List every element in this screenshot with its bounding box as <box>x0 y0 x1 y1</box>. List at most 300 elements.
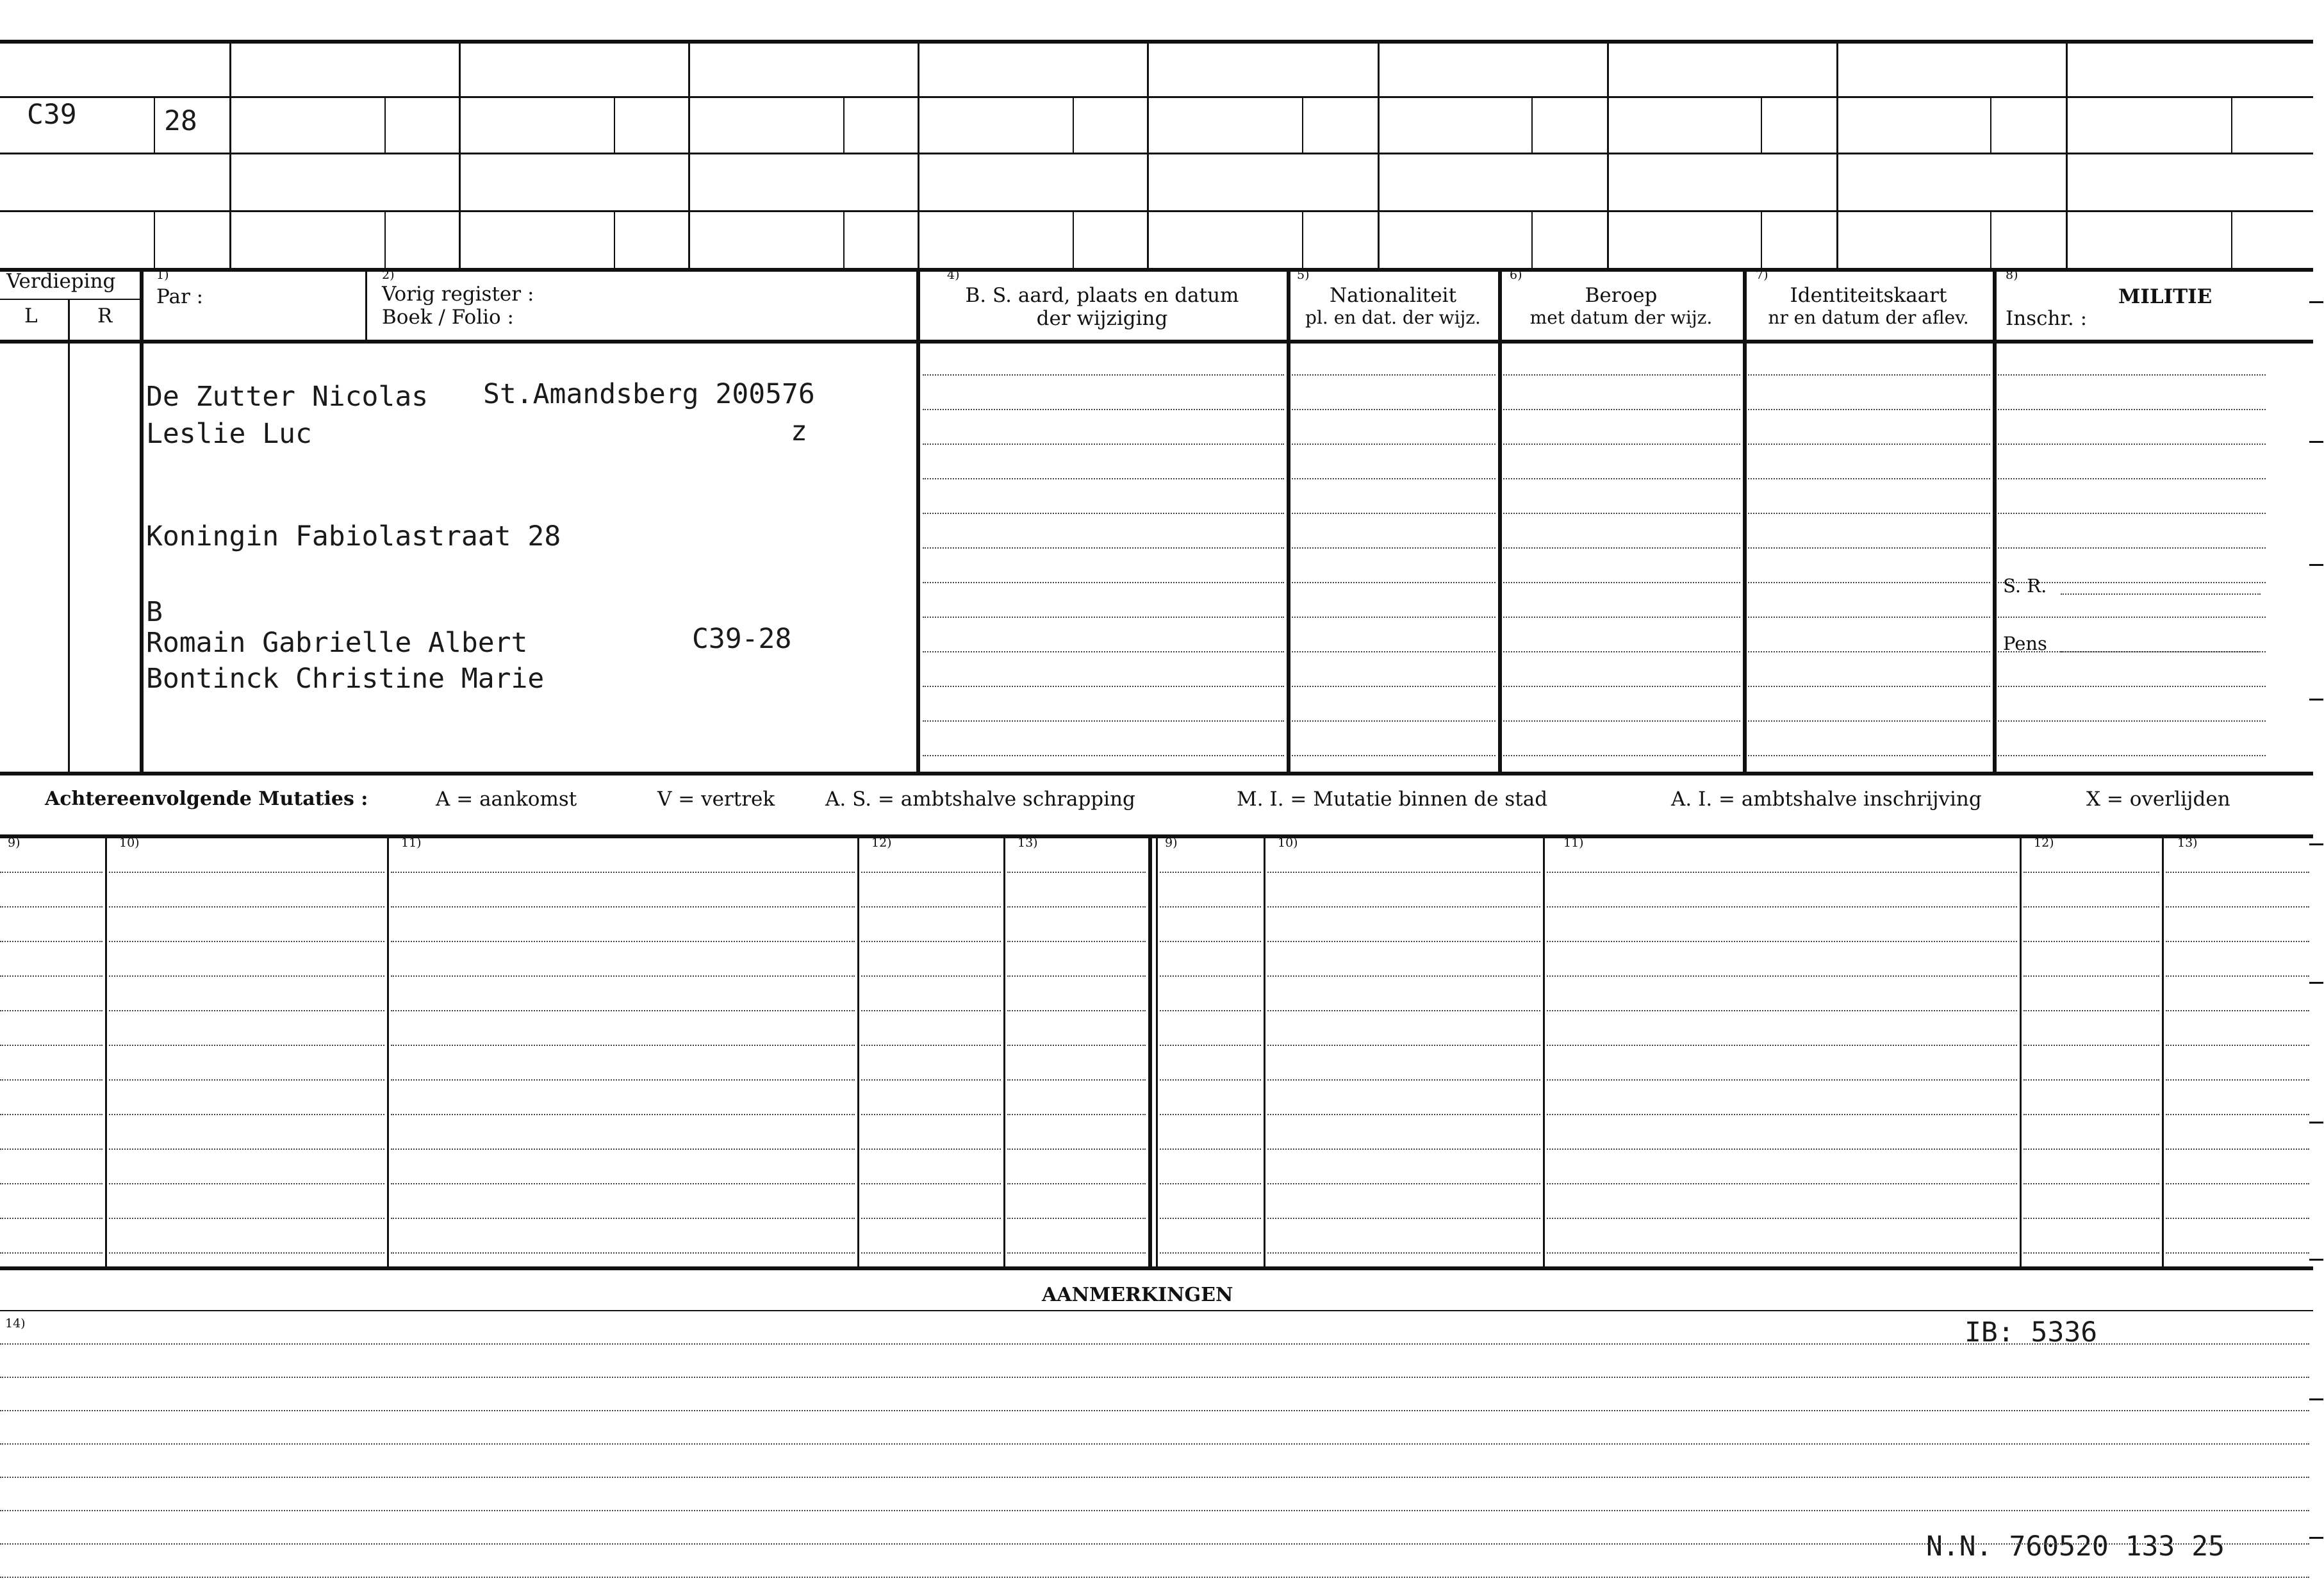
mutation-dotted-line <box>0 872 103 873</box>
top-grid-split-line <box>1990 210 1991 268</box>
mutation-dotted-line <box>1007 1114 1146 1115</box>
mutation-dotted-line <box>1547 1218 2017 1219</box>
record-line2-mark: z <box>791 415 807 447</box>
header-col-line <box>365 268 367 340</box>
remarks-dotted-line <box>0 1477 2309 1478</box>
record-dotted-line <box>1503 755 1740 756</box>
mutation-dotted-line <box>1160 906 1261 908</box>
mutation-dotted-line <box>391 1252 855 1254</box>
mutation-dotted-line <box>2023 975 2159 977</box>
mutation-dotted-line <box>2166 906 2309 908</box>
mutation-dotted-line <box>0 1252 103 1254</box>
mutation-dotted-line <box>1267 1218 1540 1219</box>
note-2: 2) <box>382 268 395 282</box>
record-dotted-line <box>1292 374 1496 376</box>
record-dotted-line <box>1748 617 1990 618</box>
vorig-register-label: Vorig register : <box>382 283 534 306</box>
top-grid-col-line <box>1607 40 1609 268</box>
top-grid-col-line <box>1147 40 1149 268</box>
top-grid-row-line <box>0 210 2313 212</box>
top-grid-split-line <box>384 210 386 268</box>
mutation-dotted-line <box>391 872 855 873</box>
top-grid-col-line <box>688 40 690 268</box>
record-dotted-line <box>1292 617 1496 618</box>
top-grid-split-line <box>1990 96 1991 153</box>
militie-label: MILITIE <box>2118 285 2213 308</box>
remarks-dotted-line <box>0 1377 2309 1378</box>
left-col-12: 12) <box>871 836 892 850</box>
record-dotted-line <box>1748 651 1990 652</box>
mutation-dotted-line <box>1267 1252 1540 1254</box>
record-dotted-line <box>1748 686 1990 687</box>
mutation-dotted-line <box>1547 872 2017 873</box>
mutation-dotted-line <box>1267 975 1540 977</box>
record-dotted-line <box>1998 617 2266 618</box>
mutation-dotted-line <box>1160 941 1261 942</box>
mutation-dotted-line <box>391 975 855 977</box>
mutation-dotted-line <box>2023 941 2159 942</box>
identiteitskaart-line1: Identiteitskaart <box>1790 284 1947 307</box>
mutation-dotted-line <box>2023 1218 2159 1219</box>
record-parents-mother: Bontinck Christine Marie <box>146 663 545 695</box>
beroep-line1: Beroep <box>1585 284 1658 307</box>
header-col-line <box>916 268 920 772</box>
top-grid-col-line <box>1378 40 1380 268</box>
record-dotted-line <box>1748 755 1990 756</box>
header-col-line <box>140 268 144 772</box>
record-parents-father: Romain Gabrielle Albert <box>146 627 528 659</box>
record-dotted-line <box>923 651 1284 652</box>
record-dotted-line <box>923 582 1284 583</box>
record-dotted-line <box>1748 582 1990 583</box>
record-dotted-line <box>1503 374 1740 376</box>
mutation-dotted-line <box>2023 1010 2159 1011</box>
record-dotted-line <box>1503 547 1740 549</box>
top-grid-split-line <box>1302 96 1303 153</box>
edge-tick <box>2309 1398 2323 1400</box>
header-col-line <box>68 299 70 772</box>
mutation-dotted-line <box>1007 906 1146 908</box>
bs-header-line2: der wijziging <box>1036 307 1168 330</box>
edge-tick <box>2309 843 2323 845</box>
mutation-dotted-line <box>1547 1148 2017 1150</box>
mutation-dotted-line <box>1160 1252 1261 1254</box>
record-dotted-line <box>1503 617 1740 618</box>
mutation-dotted-line <box>1007 941 1146 942</box>
mutation-dotted-line <box>391 1010 855 1011</box>
right-col-12: 12) <box>2034 836 2054 850</box>
mutation-dotted-line <box>109 872 384 873</box>
mutatie-mi: M. I. = Mutatie binnen de stad <box>1237 788 1548 811</box>
top-grid-split-line <box>1531 96 1533 153</box>
edge-tick <box>2309 564 2323 566</box>
mutation-dotted-line <box>1267 1114 1540 1115</box>
mutation-dotted-line <box>1267 941 1540 942</box>
bs-header-line1: B. S. aard, plaats en datum <box>965 284 1239 307</box>
record-bottom-border <box>0 772 2313 775</box>
left-col-11: 11) <box>401 836 422 850</box>
top-grid-col-line <box>918 40 919 268</box>
top-grid-split-line <box>2231 210 2232 268</box>
mutation-dotted-line <box>2166 1045 2309 1046</box>
mutation-dotted-line <box>2023 1252 2159 1254</box>
mutation-dotted-line <box>861 975 1001 977</box>
top-grid-split-line <box>1302 210 1303 268</box>
mutatie-v: V = vertrek <box>657 788 775 811</box>
mutation-dotted-line <box>2023 906 2159 908</box>
record-dotted-line <box>1292 755 1496 756</box>
record-dotted-line <box>1748 478 1990 479</box>
mutation-dotted-line <box>1007 1079 1146 1081</box>
record-dotted-line <box>923 444 1284 445</box>
mutatie-center-divider-inner <box>1156 834 1158 1266</box>
record-parents-ref: C39-28 <box>692 623 792 655</box>
mutatie-col-line <box>105 834 107 1266</box>
mutation-dotted-line <box>391 1183 855 1184</box>
right-col-13: 13) <box>2177 836 2198 850</box>
record-dotted-line <box>1748 513 1990 514</box>
header-col-line <box>1743 268 1747 772</box>
mutation-dotted-line <box>1007 1148 1146 1150</box>
top-grid-split-line <box>1761 210 1762 268</box>
record-dotted-line <box>1998 374 2266 376</box>
record-dotted-line <box>1292 478 1496 479</box>
nationaliteit-line1: Nationaliteit <box>1329 284 1457 307</box>
mutation-dotted-line <box>1160 975 1261 977</box>
note-1: 1) <box>156 268 169 282</box>
mutation-dotted-line <box>1160 1183 1261 1184</box>
top-grid-split-line <box>384 96 386 153</box>
mutation-dotted-line <box>0 975 103 977</box>
record-dotted-line <box>1292 686 1496 687</box>
left-col-9: 9) <box>8 836 21 850</box>
mutation-dotted-line <box>0 1045 103 1046</box>
record-dotted-line <box>1292 651 1496 652</box>
note-14: 14) <box>5 1316 26 1331</box>
top-border <box>0 40 2313 44</box>
mutation-dotted-line <box>1007 1045 1146 1046</box>
mutation-dotted-line <box>861 1045 1001 1046</box>
mutatie-col-line <box>387 834 389 1266</box>
record-dotted-line <box>1292 444 1496 445</box>
mutation-dotted-line <box>2023 1183 2159 1184</box>
mutation-dotted-line <box>1547 1114 2017 1115</box>
mutatie-col-line <box>1543 834 1545 1266</box>
top-grid-split-line <box>1761 96 1762 153</box>
note-5: 5) <box>1297 268 1310 282</box>
mutation-dotted-line <box>109 1045 384 1046</box>
record-dotted-line <box>1998 547 2266 549</box>
boek-folio-label: Boek / Folio : <box>382 306 514 329</box>
mutation-dotted-line <box>1160 1010 1261 1011</box>
mutation-dotted-line <box>1160 872 1261 873</box>
top-grid-row-line <box>0 96 2313 98</box>
mutation-dotted-line <box>1547 941 2017 942</box>
top-grid-split-line <box>154 210 155 268</box>
top-grid-split-line <box>614 96 615 153</box>
sr-dotted-line <box>2061 593 2261 595</box>
mutation-dotted-line <box>2166 1252 2309 1254</box>
record-dotted-line <box>1998 409 2266 410</box>
record-dotted-line <box>923 617 1284 618</box>
top-grid-col-line <box>2066 40 2068 268</box>
record-dotted-line <box>1292 582 1496 583</box>
mutatie-x: X = overlijden <box>2086 788 2230 811</box>
record-dotted-line <box>1292 720 1496 722</box>
edge-tick <box>2309 1259 2323 1261</box>
record-dotted-line <box>923 409 1284 410</box>
mutation-dotted-line <box>2023 1148 2159 1150</box>
edge-tick <box>2309 1122 2323 1124</box>
mutation-dotted-line <box>391 1218 855 1219</box>
ib-number: IB: 5336 <box>1965 1316 2098 1348</box>
mutation-dotted-line <box>861 941 1001 942</box>
mutation-dotted-line <box>2023 872 2159 873</box>
mutation-dotted-line <box>1547 1252 2017 1254</box>
aanmerkingen-title: AANMERKINGEN <box>1042 1284 1233 1306</box>
record-dotted-line <box>1748 720 1990 722</box>
record-dotted-line <box>1998 444 2266 445</box>
mutation-dotted-line <box>1007 975 1146 977</box>
record-dotted-line <box>923 513 1284 514</box>
remarks-dotted-line <box>0 1343 2309 1345</box>
record-dotted-line <box>1998 686 2266 687</box>
record-dotted-line <box>1998 513 2266 514</box>
mutation-dotted-line <box>861 1114 1001 1115</box>
top-grid-col-line <box>1836 40 1838 268</box>
mutation-dotted-line <box>0 1079 103 1081</box>
top-grid-row-line <box>0 153 2313 154</box>
verdieping-label: Verdieping <box>6 270 116 293</box>
mutation-dotted-line <box>391 1148 855 1150</box>
mutation-dotted-line <box>1160 1079 1261 1081</box>
mutatie-col-line <box>857 834 859 1266</box>
mutation-dotted-line <box>109 1010 384 1011</box>
mutation-dotted-line <box>391 1045 855 1046</box>
record-line1-name: De Zutter Nicolas <box>146 381 429 413</box>
identiteitskaart-line2: nr en datum der aflev. <box>1768 307 1969 328</box>
mutation-dotted-line <box>861 872 1001 873</box>
note-6: 6) <box>1510 268 1522 282</box>
record-dotted-line <box>1503 444 1740 445</box>
remarks-dotted-line <box>0 1543 2309 1545</box>
mutation-dotted-line <box>0 1218 103 1219</box>
record-dotted-line <box>1503 582 1740 583</box>
edge-tick <box>2309 301 2323 303</box>
note-7: 7) <box>1756 268 1768 282</box>
mutation-dotted-line <box>109 1183 384 1184</box>
mutation-dotted-line <box>0 1148 103 1150</box>
record-dotted-line <box>1748 374 1990 376</box>
edge-tick <box>2309 1537 2323 1539</box>
mutation-dotted-line <box>1267 1148 1540 1150</box>
mutation-dotted-line <box>861 906 1001 908</box>
mutation-dotted-line <box>1267 1183 1540 1184</box>
mutation-dotted-line <box>2166 1079 2309 1081</box>
mutation-dotted-line <box>1007 1183 1146 1184</box>
record-dotted-line <box>1998 720 2266 722</box>
header-bottom-border <box>0 340 2313 344</box>
mutation-dotted-line <box>2166 1183 2309 1184</box>
mutation-dotted-line <box>1267 1045 1540 1046</box>
mutatie-a: A = aankomst <box>436 788 577 811</box>
mutation-dotted-line <box>109 1252 384 1254</box>
record-dotted-line <box>1503 513 1740 514</box>
record-dotted-line <box>1503 651 1740 652</box>
mutatie-as: A. S. = ambtshalve schrapping <box>825 788 1135 811</box>
remarks-dotted-line <box>0 1410 2309 1411</box>
mutation-dotted-line <box>1007 872 1146 873</box>
mutation-dotted-line <box>1547 1045 2017 1046</box>
mutation-dotted-line <box>1547 1183 2017 1184</box>
verdieping-divider <box>0 299 140 300</box>
top-code-left: C39 <box>27 99 77 131</box>
header-col-line <box>1498 268 1502 772</box>
mutation-dotted-line <box>109 906 384 908</box>
mutation-dotted-line <box>2166 975 2309 977</box>
mutatie-center-divider <box>1148 834 1152 1266</box>
top-grid-col-line <box>229 40 231 268</box>
top-grid-split-line <box>843 96 845 153</box>
col-r-label: R <box>97 304 113 328</box>
record-letter: B <box>146 596 163 628</box>
mutation-dotted-line <box>391 1079 855 1081</box>
mutation-dotted-line <box>1547 906 2017 908</box>
record-dotted-line <box>1503 478 1740 479</box>
header-col-line <box>1993 268 1997 772</box>
note-4: 4) <box>947 268 960 282</box>
sr-label: S. R. <box>2003 575 2047 597</box>
mutation-dotted-line <box>2023 1045 2159 1046</box>
note-8: 8) <box>2006 268 2018 282</box>
mutation-dotted-line <box>1267 1010 1540 1011</box>
record-dotted-line <box>923 720 1284 722</box>
mutatie-col-line <box>1264 834 1265 1266</box>
mutation-dotted-line <box>1160 1045 1261 1046</box>
mutation-dotted-line <box>2166 872 2309 873</box>
top-grid-split-line <box>614 210 615 268</box>
mutation-dotted-line <box>109 1218 384 1219</box>
remarks-dotted-line <box>0 1577 2309 1578</box>
mutation-dotted-line <box>0 906 103 908</box>
record-dotted-line <box>1503 720 1740 722</box>
mutation-dotted-line <box>2166 1010 2309 1011</box>
header-col-line <box>1287 268 1290 772</box>
mutation-dotted-line <box>1267 906 1540 908</box>
nationaliteit-line2: pl. en dat. der wijz. <box>1305 307 1481 328</box>
top-code-right: 28 <box>164 105 197 137</box>
mutation-dotted-line <box>0 1183 103 1184</box>
pens-label: Pens <box>2003 633 2047 654</box>
edge-tick <box>2309 699 2323 701</box>
mutation-dotted-line <box>2023 1114 2159 1115</box>
mutation-dotted-line <box>391 1114 855 1115</box>
record-dotted-line <box>923 755 1284 756</box>
record-dotted-line <box>1998 755 2266 756</box>
inschr-label: Inschr. : <box>2006 307 2088 330</box>
record-address: Koningin Fabiolastraat 28 <box>146 520 561 552</box>
right-col-9: 9) <box>1165 836 1178 850</box>
mutation-dotted-line <box>1007 1010 1146 1011</box>
mutation-dotted-line <box>861 1010 1001 1011</box>
record-dotted-line <box>923 686 1284 687</box>
mutation-dotted-line <box>2166 1114 2309 1115</box>
top-grid-split-line <box>154 96 155 153</box>
mutation-dotted-line <box>1007 1252 1146 1254</box>
left-col-13: 13) <box>1018 836 1038 850</box>
mutation-dotted-line <box>109 941 384 942</box>
mutation-dotted-line <box>1547 975 2017 977</box>
top-grid-split-line <box>1531 210 1533 268</box>
mutation-dotted-line <box>109 975 384 977</box>
par-label: Par : <box>156 285 204 308</box>
col-l-label: L <box>24 304 38 328</box>
mutation-dotted-line <box>391 906 855 908</box>
mutation-dotted-line <box>109 1114 384 1115</box>
mutatie-col-line <box>2162 834 2164 1266</box>
record-dotted-line <box>923 374 1284 376</box>
mutation-dotted-line <box>2023 1079 2159 1081</box>
record-dotted-line <box>923 547 1284 549</box>
top-grid-split-line <box>2231 96 2232 153</box>
mutation-dotted-line <box>1160 1114 1261 1115</box>
mutation-dotted-line <box>861 1252 1001 1254</box>
remarks-dotted-line <box>0 1443 2309 1445</box>
mutation-dotted-line <box>861 1183 1001 1184</box>
record-dotted-line <box>1998 478 2266 479</box>
record-line1-place: St.Amandsberg 200576 <box>483 378 815 410</box>
mutaties-title: Achtereenvolgende Mutaties : <box>45 788 368 810</box>
left-col-10: 10) <box>119 836 140 850</box>
top-grid-col-line <box>459 40 461 268</box>
mutatie-col-line <box>2020 834 2022 1266</box>
record-dotted-line <box>1748 547 1990 549</box>
mutation-dotted-line <box>1160 1218 1261 1219</box>
top-grid-split-line <box>1073 96 1074 153</box>
aanmerkingen-line <box>0 1310 2313 1311</box>
mutation-dotted-line <box>1160 1148 1261 1150</box>
record-line2-name: Leslie Luc <box>146 418 312 450</box>
top-grid-split-line <box>843 210 845 268</box>
record-dotted-line <box>1292 513 1496 514</box>
mutation-dotted-line <box>1267 1079 1540 1081</box>
mutation-dotted-line <box>0 1114 103 1115</box>
beroep-line2: met datum der wijz. <box>1529 307 1713 328</box>
top-grid-bottom-border <box>0 268 2313 272</box>
right-col-10: 10) <box>1278 836 1298 850</box>
record-dotted-line <box>1503 686 1740 687</box>
remarks-dotted-line <box>0 1510 2309 1511</box>
mutation-dotted-line <box>1547 1079 2017 1081</box>
nn-number: N.N. 760520 133 25 <box>1926 1530 2225 1563</box>
pens-dotted-line <box>2061 651 2261 652</box>
record-dotted-line <box>1292 409 1496 410</box>
mutation-dotted-line <box>2166 941 2309 942</box>
record-dotted-line <box>1292 547 1496 549</box>
mutation-dotted-line <box>109 1148 384 1150</box>
mutation-dotted-line <box>861 1148 1001 1150</box>
record-dotted-line <box>1503 409 1740 410</box>
record-dotted-line <box>1748 409 1990 410</box>
mutatie-col-line <box>1003 834 1005 1266</box>
mutation-dotted-line <box>0 1010 103 1011</box>
mutation-dotted-line <box>861 1218 1001 1219</box>
record-dotted-line <box>1748 444 1990 445</box>
mutatie-ai: A. I. = ambtshalve inschrijving <box>1671 788 1982 811</box>
mutation-dotted-line <box>0 941 103 942</box>
mutation-dotted-line <box>1007 1218 1146 1219</box>
top-grid-split-line <box>1073 210 1074 268</box>
